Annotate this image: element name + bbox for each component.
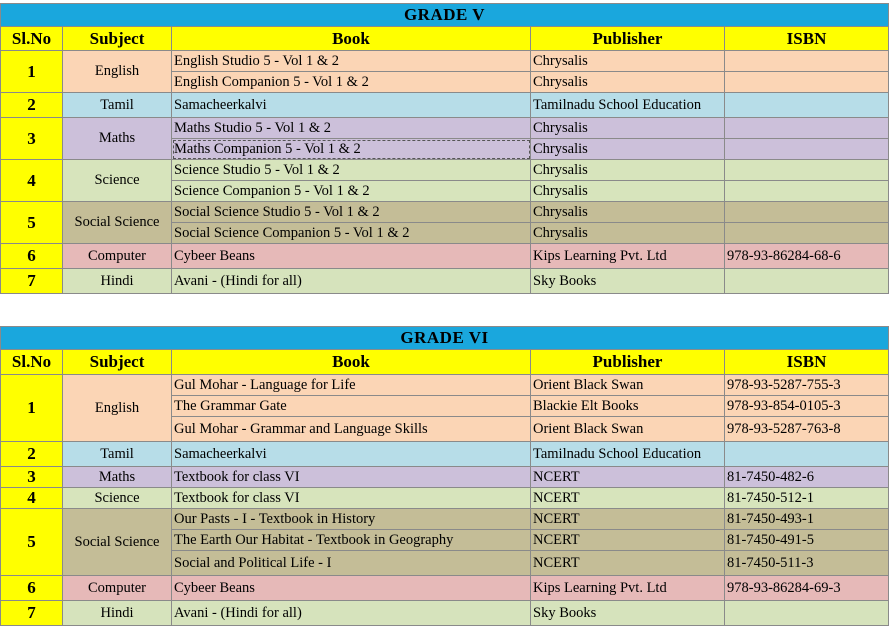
sl-no-cell[interactable]: 1 <box>1 51 63 93</box>
subject-cell[interactable]: Tamil <box>63 93 172 118</box>
header-book: Book <box>172 27 531 51</box>
sl-no-cell[interactable]: 6 <box>1 576 63 601</box>
sl-no-cell[interactable]: 2 <box>1 93 63 118</box>
table-row <box>1 601 889 626</box>
isbn-cell[interactable] <box>725 223 889 244</box>
book-cell[interactable]: Maths Companion 5 - Vol 1 & 2 <box>172 139 531 160</box>
subject-cell[interactable]: Computer <box>63 576 172 601</box>
sl-no-cell[interactable]: 7 <box>1 269 63 294</box>
table-row <box>1 509 889 530</box>
table-row <box>1 160 889 181</box>
book-cell[interactable]: Gul Mohar - Grammar and Language Skills <box>172 417 531 442</box>
isbn-cell[interactable]: 978-93-5287-755-3 <box>725 375 889 396</box>
book-cell[interactable]: The Earth Our Habitat - Textbook in Geography <box>172 530 531 551</box>
subject-cell[interactable]: Tamil <box>63 442 172 467</box>
publisher-cell[interactable]: NCERT <box>531 551 725 576</box>
publisher-cell[interactable]: Tamilnadu School Education <box>531 442 725 467</box>
book-cell[interactable]: Our Pasts - I - Textbook in History <box>172 509 531 530</box>
sl-no-cell[interactable]: 5 <box>1 509 63 576</box>
isbn-cell[interactable] <box>725 601 889 626</box>
publisher-cell[interactable]: NCERT <box>531 509 725 530</box>
grade5-table <box>0 3 889 294</box>
table-row <box>1 442 889 467</box>
publisher-cell[interactable]: Sky Books <box>531 269 725 294</box>
grade-v-table-block <box>0 3 888 294</box>
isbn-cell[interactable]: 81-7450-491-5 <box>725 530 889 551</box>
isbn-cell[interactable] <box>725 93 889 118</box>
table-row <box>1 269 889 294</box>
header-subject: Subject <box>63 27 172 51</box>
grade-vi-table-block <box>0 326 888 626</box>
book-cell[interactable]: English Companion 5 - Vol 1 & 2 <box>172 72 531 93</box>
book-cell[interactable]: Samacheerkalvi <box>172 93 531 118</box>
subject-cell[interactable]: English <box>63 51 172 93</box>
book-cell[interactable]: Textbook for class VI <box>172 488 531 509</box>
subject-cell[interactable]: Social Science <box>63 202 172 244</box>
publisher-cell[interactable]: Sky Books <box>531 601 725 626</box>
publisher-cell[interactable]: Chrysalis <box>531 223 725 244</box>
header-publisher: Publisher <box>531 350 725 375</box>
isbn-cell[interactable]: 978-93-854-0105-3 <box>725 396 889 417</box>
sl-no-cell[interactable]: 5 <box>1 202 63 244</box>
table-row <box>1 244 889 269</box>
subject-cell[interactable]: Hindi <box>63 269 172 294</box>
publisher-cell[interactable]: Chrysalis <box>531 181 725 202</box>
table-row <box>1 118 889 139</box>
sl-no-cell[interactable]: 7 <box>1 601 63 626</box>
publisher-cell[interactable]: Orient Black Swan <box>531 375 725 396</box>
grade6-table <box>0 326 889 626</box>
table-row <box>1 576 889 601</box>
isbn-cell[interactable] <box>725 51 889 72</box>
table-row <box>1 467 889 488</box>
header-subject: Subject <box>63 350 172 375</box>
subject-cell[interactable]: Hindi <box>63 601 172 626</box>
sl-no-cell[interactable]: 3 <box>1 467 63 488</box>
book-cell[interactable]: Cybeer Beans <box>172 576 531 601</box>
header-book: Book <box>172 350 531 375</box>
table-row <box>1 93 889 118</box>
table-row <box>1 51 889 72</box>
isbn-cell[interactable] <box>725 442 889 467</box>
isbn-cell[interactable]: 978-93-5287-763-8 <box>725 417 889 442</box>
grade-title: GRADE VI <box>1 327 889 350</box>
table-row <box>1 488 889 509</box>
isbn-cell[interactable] <box>725 181 889 202</box>
publisher-cell[interactable]: Chrysalis <box>531 72 725 93</box>
book-cell[interactable]: English Studio 5 - Vol 1 & 2 <box>172 51 531 72</box>
sl-no-cell[interactable]: 2 <box>1 442 63 467</box>
publisher-cell[interactable]: Chrysalis <box>531 160 725 181</box>
book-cell[interactable]: Textbook for class VI <box>172 467 531 488</box>
publisher-cell[interactable]: Tamilnadu School Education <box>531 93 725 118</box>
publisher-cell[interactable]: NCERT <box>531 530 725 551</box>
publisher-cell[interactable]: Chrysalis <box>531 51 725 72</box>
isbn-cell[interactable]: 81-7450-482-6 <box>725 467 889 488</box>
book-cell[interactable]: Science Studio 5 - Vol 1 & 2 <box>172 160 531 181</box>
subject-cell[interactable]: Computer <box>63 244 172 269</box>
isbn-cell[interactable] <box>725 72 889 93</box>
isbn-cell[interactable]: 81-7450-493-1 <box>725 509 889 530</box>
book-cell[interactable]: The Grammar Gate <box>172 396 531 417</box>
book-cell[interactable]: Social Science Companion 5 - Vol 1 & 2 <box>172 223 531 244</box>
book-cell[interactable]: Maths Studio 5 - Vol 1 & 2 <box>172 118 531 139</box>
header-isbn: ISBN <box>725 27 889 51</box>
sl-no-cell[interactable]: 6 <box>1 244 63 269</box>
book-cell[interactable]: Samacheerkalvi <box>172 442 531 467</box>
isbn-cell[interactable] <box>725 118 889 139</box>
subject-cell[interactable]: Science <box>63 488 172 509</box>
header-publisher: Publisher <box>531 27 725 51</box>
publisher-cell[interactable]: NCERT <box>531 467 725 488</box>
subject-cell[interactable]: Science <box>63 160 172 202</box>
isbn-cell[interactable]: 81-7450-512-1 <box>725 488 889 509</box>
table-row <box>1 202 889 223</box>
publisher-cell[interactable]: Kips Learning Pvt. Ltd <box>531 576 725 601</box>
publisher-cell[interactable]: NCERT <box>531 488 725 509</box>
sl-no-cell[interactable]: 3 <box>1 118 63 160</box>
book-cell[interactable]: Gul Mohar - Language for Life <box>172 375 531 396</box>
sl-no-cell[interactable]: 4 <box>1 160 63 202</box>
book-cell[interactable]: Science Companion 5 - Vol 1 & 2 <box>172 181 531 202</box>
publisher-cell[interactable]: Chrysalis <box>531 139 725 160</box>
book-cell[interactable]: Social Science Studio 5 - Vol 1 & 2 <box>172 202 531 223</box>
isbn-cell[interactable]: 978-93-86284-68-6 <box>725 244 889 269</box>
publisher-cell[interactable]: Chrysalis <box>531 202 725 223</box>
isbn-cell[interactable]: 978-93-86284-69-3 <box>725 576 889 601</box>
publisher-cell[interactable]: Blackie Elt Books <box>531 396 725 417</box>
isbn-cell[interactable] <box>725 202 889 223</box>
subject-cell[interactable]: Maths <box>63 118 172 160</box>
isbn-cell[interactable]: 81-7450-511-3 <box>725 551 889 576</box>
isbn-cell[interactable] <box>725 269 889 294</box>
book-cell[interactable]: Avani - (Hindi for all) <box>172 601 531 626</box>
subject-cell[interactable]: Social Science <box>63 509 172 576</box>
table-row <box>1 375 889 396</box>
publisher-cell[interactable]: Orient Black Swan <box>531 417 725 442</box>
header-isbn: ISBN <box>725 350 889 375</box>
sl-no-cell[interactable]: 1 <box>1 375 63 442</box>
sl-no-cell[interactable]: 4 <box>1 488 63 509</box>
publisher-cell[interactable]: Kips Learning Pvt. Ltd <box>531 244 725 269</box>
book-cell[interactable]: Social and Political Life - I <box>172 551 531 576</box>
header-sl-no: Sl.No <box>1 350 63 375</box>
grade-title: GRADE V <box>1 4 889 27</box>
header-sl-no: Sl.No <box>1 27 63 51</box>
book-cell[interactable]: Cybeer Beans <box>172 244 531 269</box>
subject-cell[interactable]: Maths <box>63 467 172 488</box>
subject-cell[interactable]: English <box>63 375 172 442</box>
publisher-cell[interactable]: Chrysalis <box>531 118 725 139</box>
isbn-cell[interactable] <box>725 160 889 181</box>
isbn-cell[interactable] <box>725 139 889 160</box>
book-cell[interactable]: Avani - (Hindi for all) <box>172 269 531 294</box>
